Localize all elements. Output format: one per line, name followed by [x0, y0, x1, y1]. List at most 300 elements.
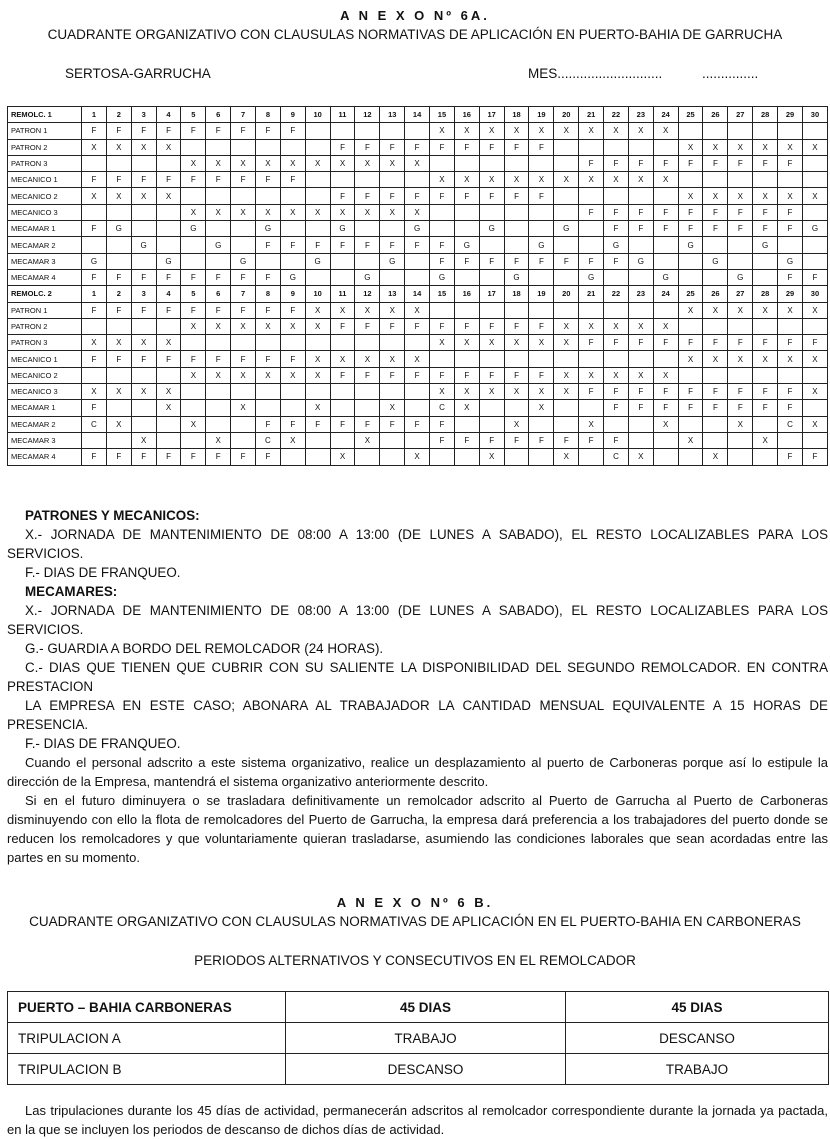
schedule-cell: [380, 335, 405, 351]
table-row: [8, 155, 828, 171]
schedule-cell: X: [430, 123, 455, 139]
schedule-cell: X: [628, 318, 653, 334]
schedule-cell: C: [256, 432, 281, 448]
schedule-cell: [753, 449, 778, 465]
schedule-cell: [479, 204, 504, 220]
schedule-cell: [405, 400, 430, 416]
schedule-cell: X: [802, 302, 827, 318]
schedule-cell: [106, 432, 131, 448]
schedule-cell: [181, 253, 206, 269]
schedule-cell: [156, 237, 181, 253]
day-header: 18: [504, 286, 529, 302]
footer-paragraph: Las tripulaciones durante los 45 días de actividad, permanecerán adscritos al remolcador correspondiente durante la jornada ya pactada, en la que se incluyen los periodos de descanso de dichos días de actividad.: [7, 1103, 828, 1137]
shift-header-cell: 45 DIAS: [286, 992, 566, 1023]
schedule-cell: F: [355, 416, 380, 432]
schedule-cell: X: [405, 302, 430, 318]
schedule-cell: F: [504, 318, 529, 334]
schedule-cell: [678, 367, 703, 383]
schedule-cell: C: [82, 416, 107, 432]
schedule-cell: [405, 253, 430, 269]
schedule-cell: F: [753, 204, 778, 220]
schedule-cell: G: [728, 269, 753, 285]
schedule-cell: X: [330, 449, 355, 465]
annex-a-subtitle: CUADRANTE ORGANIZATIVO CON CLAUSULAS NORMATIVAS DE APLICACIÓN EN PUERTO-BAHIA DE GARRUCHA: [47, 27, 783, 42]
schedule-cell: G: [653, 269, 678, 285]
schedule-cell: [628, 302, 653, 318]
schedule-cell: X: [703, 449, 728, 465]
schedule-cell: X: [678, 188, 703, 204]
schedule-cell: X: [554, 384, 579, 400]
schedule-cell: X: [579, 416, 604, 432]
table-row: [8, 253, 828, 269]
schedule-cell: X: [628, 172, 653, 188]
schedule-cell: [256, 384, 281, 400]
schedule-cell: F: [305, 416, 330, 432]
day-header: 7: [231, 107, 256, 123]
schedule-cell: F: [678, 400, 703, 416]
schedule-cell: [579, 302, 604, 318]
schedule-cell: F: [380, 139, 405, 155]
schedule-cell: F: [156, 351, 181, 367]
day-header: 30: [802, 286, 827, 302]
schedule-cell: X: [231, 204, 256, 220]
schedule-cell: F: [628, 384, 653, 400]
schedule-cell: [504, 302, 529, 318]
schedule-cell: F: [653, 155, 678, 171]
schedule-cell: G: [802, 221, 827, 237]
schedule-cell: X: [206, 155, 231, 171]
schedule-cell: F: [430, 188, 455, 204]
schedule-cell: X: [802, 351, 827, 367]
schedule-cell: [653, 188, 678, 204]
schedule-cell: [728, 432, 753, 448]
schedule-cell: [678, 449, 703, 465]
schedule-cell: X: [280, 318, 305, 334]
crew-role-label: MECANICO 2: [8, 367, 82, 383]
schedule-cell: X: [728, 188, 753, 204]
table-row: [8, 302, 828, 318]
schedule-cell: X: [181, 318, 206, 334]
day-header: 11: [330, 107, 355, 123]
schedule-cell: [653, 432, 678, 448]
schedule-cell: F: [131, 302, 156, 318]
schedule-cell: G: [454, 237, 479, 253]
schedule-cell: F: [206, 172, 231, 188]
schedule-cell: [554, 139, 579, 155]
schedule-cell: [554, 269, 579, 285]
table-row: [8, 237, 828, 253]
schedule-cell: F: [82, 302, 107, 318]
table-row: [8, 416, 828, 432]
day-header: 28: [753, 286, 778, 302]
day-header: 5: [181, 107, 206, 123]
day-header: 27: [728, 286, 753, 302]
schedule-cell: F: [355, 188, 380, 204]
schedule-cell: F: [156, 449, 181, 465]
table-row: [8, 351, 828, 367]
schedule-cell: X: [82, 139, 107, 155]
day-header: 25: [678, 107, 703, 123]
schedule-cell: [206, 139, 231, 155]
schedule-cell: [529, 155, 554, 171]
schedule-cell: X: [131, 139, 156, 155]
table-row: [8, 204, 828, 220]
schedule-cell: F: [604, 253, 629, 269]
table-row: [8, 269, 828, 285]
schedule-cell: F: [131, 269, 156, 285]
schedule-cell: G: [330, 221, 355, 237]
schedule-cell: X: [653, 416, 678, 432]
schedule-cell: [380, 123, 405, 139]
schedule-cell: [156, 155, 181, 171]
schedule-cell: [529, 449, 554, 465]
schedule-cell: X: [106, 384, 131, 400]
schedule-cell: X: [579, 367, 604, 383]
schedule-cell: [778, 318, 803, 334]
schedule-cell: X: [355, 302, 380, 318]
schedule-cell: [330, 172, 355, 188]
schedule-cell: X: [802, 188, 827, 204]
table-row: [8, 221, 828, 237]
schedule-cell: [106, 237, 131, 253]
schedule-cell: [479, 237, 504, 253]
day-header: 9: [280, 286, 305, 302]
schedule-cell: [280, 253, 305, 269]
day-header: 6: [206, 286, 231, 302]
schedule-cell: [380, 384, 405, 400]
schedule-cell: X: [504, 172, 529, 188]
day-header: 20: [554, 286, 579, 302]
schedule-cell: [628, 432, 653, 448]
crew-role-label: PATRON 2: [8, 139, 82, 155]
day-header: 15: [430, 286, 455, 302]
schedule-cell: F: [753, 335, 778, 351]
schedule-cell: [131, 416, 156, 432]
legend-section1-f: F.- DIAS DE FRANQUEO.: [25, 565, 181, 580]
schedule-cell: [256, 139, 281, 155]
schedule-cell: [628, 269, 653, 285]
schedule-cell: [802, 123, 827, 139]
day-header: 3: [131, 107, 156, 123]
schedule-cell: [579, 351, 604, 367]
schedule-cell: F: [703, 204, 728, 220]
schedule-cell: [703, 172, 728, 188]
schedule-cell: F: [479, 139, 504, 155]
day-header: 23: [628, 286, 653, 302]
schedule-cell: [529, 221, 554, 237]
table-row: [8, 335, 828, 351]
schedule-cell: F: [454, 432, 479, 448]
schedule-cell: X: [479, 123, 504, 139]
schedule-cell: [206, 335, 231, 351]
shift-cell: DESCANSO: [566, 1023, 829, 1054]
schedule-cell: F: [479, 253, 504, 269]
day-header: 15: [430, 107, 455, 123]
schedule-cell: X: [479, 384, 504, 400]
schedule-cell: F: [405, 367, 430, 383]
schedule-cell: F: [778, 335, 803, 351]
schedule-cell: G: [604, 237, 629, 253]
schedule-cell: [802, 367, 827, 383]
schedule-cell: F: [529, 188, 554, 204]
schedule-cell: X: [653, 172, 678, 188]
schedule-cell: X: [181, 367, 206, 383]
day-header: 1: [82, 286, 107, 302]
schedule-cell: [753, 416, 778, 432]
schedule-cell: G: [82, 253, 107, 269]
day-header: 16: [454, 286, 479, 302]
schedule-cell: F: [181, 302, 206, 318]
day-header: 20: [554, 107, 579, 123]
schedule-cell: [231, 139, 256, 155]
crew-role-label: MECANICO 1: [8, 172, 82, 188]
schedule-cell: X: [479, 335, 504, 351]
schedule-cell: F: [355, 139, 380, 155]
schedule-cell: X: [430, 172, 455, 188]
schedule-cell: F: [82, 221, 107, 237]
schedule-cell: X: [330, 155, 355, 171]
schedule-cell: X: [181, 155, 206, 171]
schedule-cell: F: [703, 155, 728, 171]
schedule-cell: X: [529, 335, 554, 351]
schedule-cell: X: [206, 318, 231, 334]
schedule-cell: F: [454, 139, 479, 155]
schedule-cell: [778, 432, 803, 448]
schedule-cell: [231, 237, 256, 253]
schedule-cell: F: [82, 172, 107, 188]
schedule-cell: F: [131, 172, 156, 188]
schedule-cell: [405, 432, 430, 448]
schedule-cell: X: [778, 188, 803, 204]
table-row: [8, 449, 828, 465]
schedule-cell: G: [181, 221, 206, 237]
schedule-cell: [479, 416, 504, 432]
schedule-cell: X: [305, 155, 330, 171]
schedule-cell: F: [778, 221, 803, 237]
table-row: [8, 172, 828, 188]
schedule-cell: F: [778, 269, 803, 285]
schedule-cell: F: [504, 139, 529, 155]
grid-header-row: [8, 107, 828, 123]
schedule-cell: F: [703, 221, 728, 237]
schedule-cell: X: [778, 351, 803, 367]
schedule-cell: F: [678, 221, 703, 237]
schedule-cell: [355, 172, 380, 188]
schedule-cell: F: [405, 237, 430, 253]
schedule-cell: F: [106, 172, 131, 188]
schedule-cell: [628, 237, 653, 253]
schedule-cell: X: [355, 432, 380, 448]
schedule-cell: [256, 335, 281, 351]
schedule-cell: X: [305, 302, 330, 318]
shift-cell: TRABAJO: [566, 1054, 829, 1085]
schedule-cell: [405, 172, 430, 188]
schedule-cell: [579, 221, 604, 237]
schedule-cell: X: [579, 123, 604, 139]
schedule-cell: [802, 155, 827, 171]
schedule-cell: F: [529, 139, 554, 155]
schedule-cell: [728, 253, 753, 269]
crew-label: TRIPULACION B: [8, 1054, 286, 1085]
schedule-cell: X: [156, 188, 181, 204]
crew-role-label: PATRON 3: [8, 155, 82, 171]
schedule-cell: X: [728, 302, 753, 318]
schedule-cell: [305, 172, 330, 188]
schedule-cell: F: [380, 367, 405, 383]
schedule-cell: [305, 335, 330, 351]
schedule-cell: F: [156, 269, 181, 285]
schedule-cell: X: [628, 449, 653, 465]
tug-label: REMOLC. 1: [8, 107, 82, 123]
table-row: [8, 188, 828, 204]
schedule-cell: [256, 253, 281, 269]
schedule-cell: C: [778, 416, 803, 432]
schedule-cell: [504, 449, 529, 465]
schedule-cell: X: [454, 123, 479, 139]
schedule-cell: [405, 335, 430, 351]
schedule-cell: X: [628, 123, 653, 139]
schedule-cell: [703, 123, 728, 139]
schedule-cell: [280, 335, 305, 351]
schedule-cell: [106, 253, 131, 269]
schedule-cell: X: [802, 139, 827, 155]
schedule-cell: F: [206, 269, 231, 285]
schedule-cell: F: [678, 335, 703, 351]
schedule-cell: X: [554, 123, 579, 139]
crew-role-label: PATRON 1: [8, 302, 82, 318]
schedule-cell: X: [82, 188, 107, 204]
day-header: 7: [231, 286, 256, 302]
schedule-cell: [504, 221, 529, 237]
schedule-cell: F: [454, 253, 479, 269]
schedule-cell: G: [430, 269, 455, 285]
schedule-cell: [405, 269, 430, 285]
schedule-cell: F: [231, 351, 256, 367]
day-header: 17: [479, 286, 504, 302]
schedule-cell: F: [256, 416, 281, 432]
schedule-cell: [479, 302, 504, 318]
schedule-cell: F: [430, 416, 455, 432]
day-header: 14: [405, 107, 430, 123]
table-row: [8, 432, 828, 448]
schedule-cell: [280, 221, 305, 237]
schedule-cell: X: [504, 384, 529, 400]
schedule-cell: X: [554, 318, 579, 334]
schedule-cell: [156, 221, 181, 237]
schedule-cell: X: [231, 400, 256, 416]
schedule-cell: F: [604, 432, 629, 448]
schedule-cell: X: [156, 139, 181, 155]
schedule-cell: X: [405, 204, 430, 220]
schedule-cell: G: [678, 237, 703, 253]
schedule-cell: F: [479, 367, 504, 383]
schedule-cell: X: [106, 139, 131, 155]
schedule-cell: [554, 302, 579, 318]
schedule-cell: X: [305, 351, 330, 367]
day-header: 8: [256, 107, 281, 123]
schedule-cell: [753, 123, 778, 139]
schedule-cell: F: [504, 253, 529, 269]
crew-role-label: MECANICO 1: [8, 351, 82, 367]
schedule-cell: [305, 188, 330, 204]
schedule-cell: [554, 237, 579, 253]
schedule-cell: X: [405, 351, 430, 367]
schedule-cell: X: [181, 416, 206, 432]
schedule-cell: F: [728, 335, 753, 351]
schedule-cell: X: [703, 139, 728, 155]
schedule-cell: F: [280, 237, 305, 253]
schedule-cell: X: [256, 318, 281, 334]
schedule-cell: F: [454, 188, 479, 204]
day-header: 24: [653, 107, 678, 123]
schedule-cell: X: [579, 172, 604, 188]
schedule-cell: F: [579, 253, 604, 269]
day-header: 16: [454, 107, 479, 123]
schedule-cell: X: [231, 155, 256, 171]
schedule-cell: [678, 269, 703, 285]
schedule-cell: F: [405, 139, 430, 155]
schedule-cell: X: [653, 123, 678, 139]
schedule-cell: X: [380, 204, 405, 220]
schedule-cell: F: [628, 204, 653, 220]
schedule-cell: [454, 269, 479, 285]
schedule-cell: X: [181, 204, 206, 220]
shift-cell: DESCANSO: [286, 1054, 566, 1085]
schedule-cell: [454, 155, 479, 171]
schedule-cell: F: [106, 123, 131, 139]
schedule-cell: F: [256, 237, 281, 253]
month-field: MES............................: [528, 66, 663, 81]
schedule-cell: G: [554, 221, 579, 237]
schedule-cell: F: [82, 449, 107, 465]
day-header: 5: [181, 286, 206, 302]
schedule-cell: [256, 400, 281, 416]
crew-role-label: MECANICO 3: [8, 384, 82, 400]
schedule-cell: F: [330, 188, 355, 204]
schedule-cell: [504, 351, 529, 367]
schedule-cell: F: [305, 237, 330, 253]
schedule-cell: [305, 449, 330, 465]
schedule-cell: F: [778, 384, 803, 400]
schedule-cell: X: [479, 172, 504, 188]
schedule-cell: [753, 367, 778, 383]
schedule-cell: F: [753, 155, 778, 171]
schedule-cell: G: [280, 269, 305, 285]
schedule-cell: F: [380, 318, 405, 334]
schedule-cell: F: [728, 384, 753, 400]
crew-role-label: PATRON 1: [8, 123, 82, 139]
schedule-cell: [330, 253, 355, 269]
schedule-cell: F: [256, 123, 281, 139]
schedule-cell: [703, 367, 728, 383]
schedule-cell: F: [206, 302, 231, 318]
schedule-cell: [703, 237, 728, 253]
schedule-cell: F: [579, 384, 604, 400]
schedule-cell: X: [256, 204, 281, 220]
day-header: 13: [380, 286, 405, 302]
schedule-cell: [703, 432, 728, 448]
day-header: 26: [703, 286, 728, 302]
schedule-cell: F: [678, 384, 703, 400]
schedule-cell: [802, 253, 827, 269]
schedule-cell: X: [280, 204, 305, 220]
schedule-cell: G: [256, 221, 281, 237]
schedule-cell: F: [106, 269, 131, 285]
schedule-cell: X: [330, 351, 355, 367]
crew-role-label: MECAMAR 3: [8, 253, 82, 269]
annex-b-title: A N E X O Nº 6 B.: [336, 895, 494, 910]
day-header: 29: [778, 107, 803, 123]
